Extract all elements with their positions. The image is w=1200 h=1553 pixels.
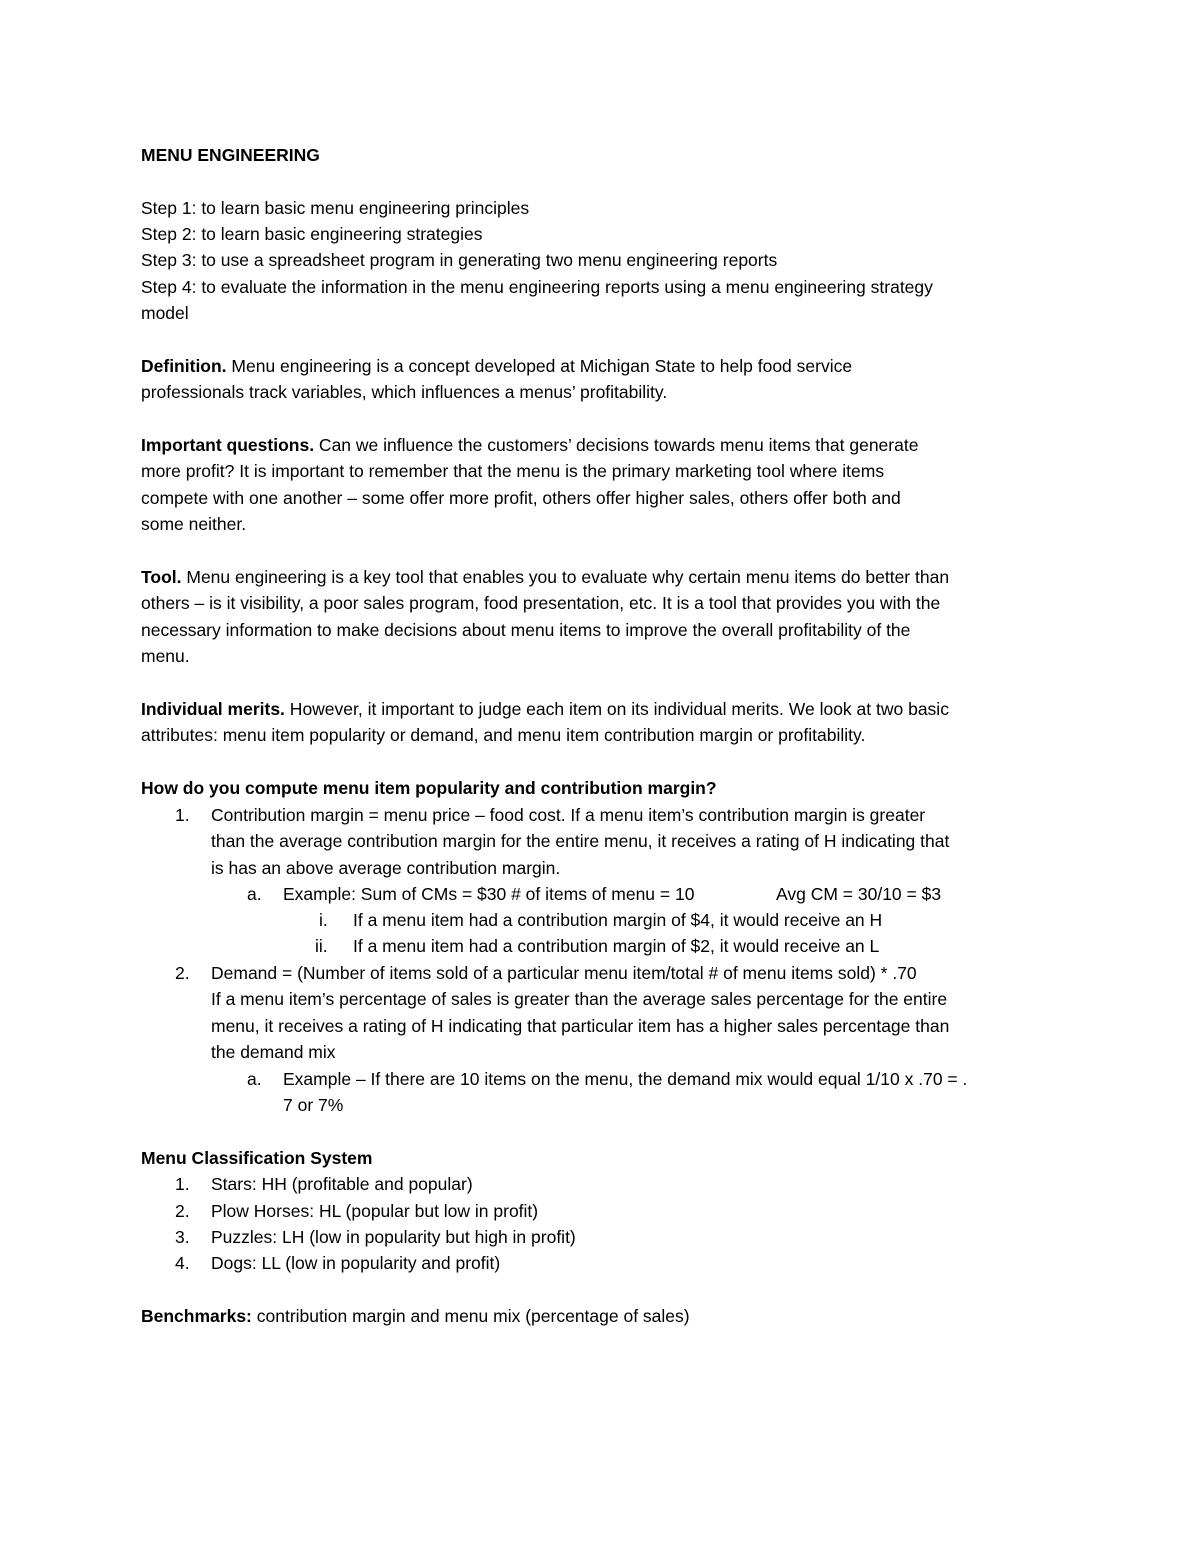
avg-cm-text: Avg CM = 30/10 = $3 xyxy=(776,884,942,904)
paragraph-text: some neither. xyxy=(141,514,247,534)
list-roman: i. xyxy=(319,910,328,930)
step-line: model xyxy=(141,303,189,323)
paragraph-text: attributes: menu item popularity or demand, and menu item contribution margin or profitability. xyxy=(141,725,866,745)
page-title: MENU ENGINEERING xyxy=(141,145,320,165)
paragraph-text: others – is it visibility, a poor sales program, food presentation, etc. It is a tool that provides you with the xyxy=(141,593,941,613)
benchmarks-paragraph xyxy=(141,1304,690,1328)
list-number: 1. xyxy=(175,1174,190,1194)
list-number: 1. xyxy=(175,805,190,825)
step-line: Step 2: to learn basic engineering strategies xyxy=(141,224,483,244)
paragraph-text: professionals track variables, which influences a menus’ profitability. xyxy=(141,382,668,402)
step-line: Step 1: to learn basic menu engineering principles xyxy=(141,198,530,218)
list-number: 4. xyxy=(175,1253,190,1273)
classification-item: Dogs: LL (low in popularity and profit) xyxy=(211,1253,501,1273)
classification-item: Puzzles: LH (low in popularity but high in profit) xyxy=(211,1227,576,1247)
list-item-text: Example: Sum of CMs = $30 # of items of menu = 10 xyxy=(283,884,695,904)
classification-heading: Menu Classification System xyxy=(141,1148,373,1168)
paragraph-text: compete with one another – some offer more profit, others offer higher sales, others offer both and xyxy=(141,488,901,508)
tool-label: Tool. xyxy=(141,567,182,587)
list-item-text: than the average contribution margin for the entire menu, it receives a rating of H indicating that xyxy=(211,831,950,851)
paragraph-text: However, it important to judge each item on its individual merits. We look at two basic xyxy=(284,699,949,719)
compute-heading: How do you compute menu item popularity and contribution margin? xyxy=(141,778,717,798)
paragraph-text: more profit? It is important to remember that the menu is the primary marketing tool where items xyxy=(141,461,885,481)
list-item-text: Demand = (Number of items sold of a particular menu item/total # of menu items sold) * .70 xyxy=(211,963,917,983)
step-line: Step 3: to use a spreadsheet program in generating two menu engineering reports xyxy=(141,250,778,270)
classification-item: Plow Horses: HL (popular but low in profit) xyxy=(211,1201,539,1221)
list-item-text: is has an above average contribution margin. xyxy=(211,858,561,878)
tool-paragraph xyxy=(141,565,949,589)
benchmarks-label: Benchmarks: xyxy=(141,1306,252,1326)
definition-label: Definition. xyxy=(141,356,227,376)
list-item-text: If a menu item’s percentage of sales is greater than the average sales percentage for the entire xyxy=(211,989,948,1009)
list-item-text: Example – If there are 10 items on the menu, the demand mix would equal 1/10 x .70 = . xyxy=(283,1069,968,1089)
individual-merits-paragraph xyxy=(141,697,949,721)
paragraph-text: Can we influence the customers’ decisions towards menu items that generate xyxy=(314,435,919,455)
paragraph-text: menu. xyxy=(141,646,190,666)
list-roman: ii. xyxy=(315,936,328,956)
list-number: 2. xyxy=(175,963,190,983)
paragraph-text: Menu engineering is a concept developed at Michigan State to help food service xyxy=(226,356,853,376)
list-item-text: menu, it receives a rating of H indicating that particular item has a higher sales percentage than xyxy=(211,1016,950,1036)
step-line: Step 4: to evaluate the information in the menu engineering reports using a menu engineering strategy xyxy=(141,277,933,297)
list-number: 2. xyxy=(175,1201,190,1221)
definition-paragraph xyxy=(141,354,852,378)
list-number: 3. xyxy=(175,1227,190,1247)
important-questions-paragraph xyxy=(141,433,918,457)
list-letter: a. xyxy=(247,1069,262,1089)
list-item-text: the demand mix xyxy=(211,1042,336,1062)
classification-item: Stars: HH (profitable and popular) xyxy=(211,1174,473,1194)
list-item-text: 7 or 7% xyxy=(283,1095,344,1115)
individual-merits-label: Individual merits. xyxy=(141,699,285,719)
paragraph-text: contribution margin and menu mix (percentage of sales) xyxy=(251,1306,690,1326)
list-item-text: If a menu item had a contribution margin of $2, it would receive an L xyxy=(353,936,880,956)
paragraph-text: Menu engineering is a key tool that enables you to evaluate why certain menu items do better than xyxy=(181,567,950,587)
list-item-text: Contribution margin = menu price – food cost. If a menu item’s contribution margin is greater xyxy=(211,805,926,825)
important-questions-label: Important questions. xyxy=(141,435,315,455)
list-letter: a. xyxy=(247,884,262,904)
paragraph-text: necessary information to make decisions about menu items to improve the overall profitability of the xyxy=(141,620,911,640)
list-item-text: If a menu item had a contribution margin of $4, it would receive an H xyxy=(353,910,883,930)
